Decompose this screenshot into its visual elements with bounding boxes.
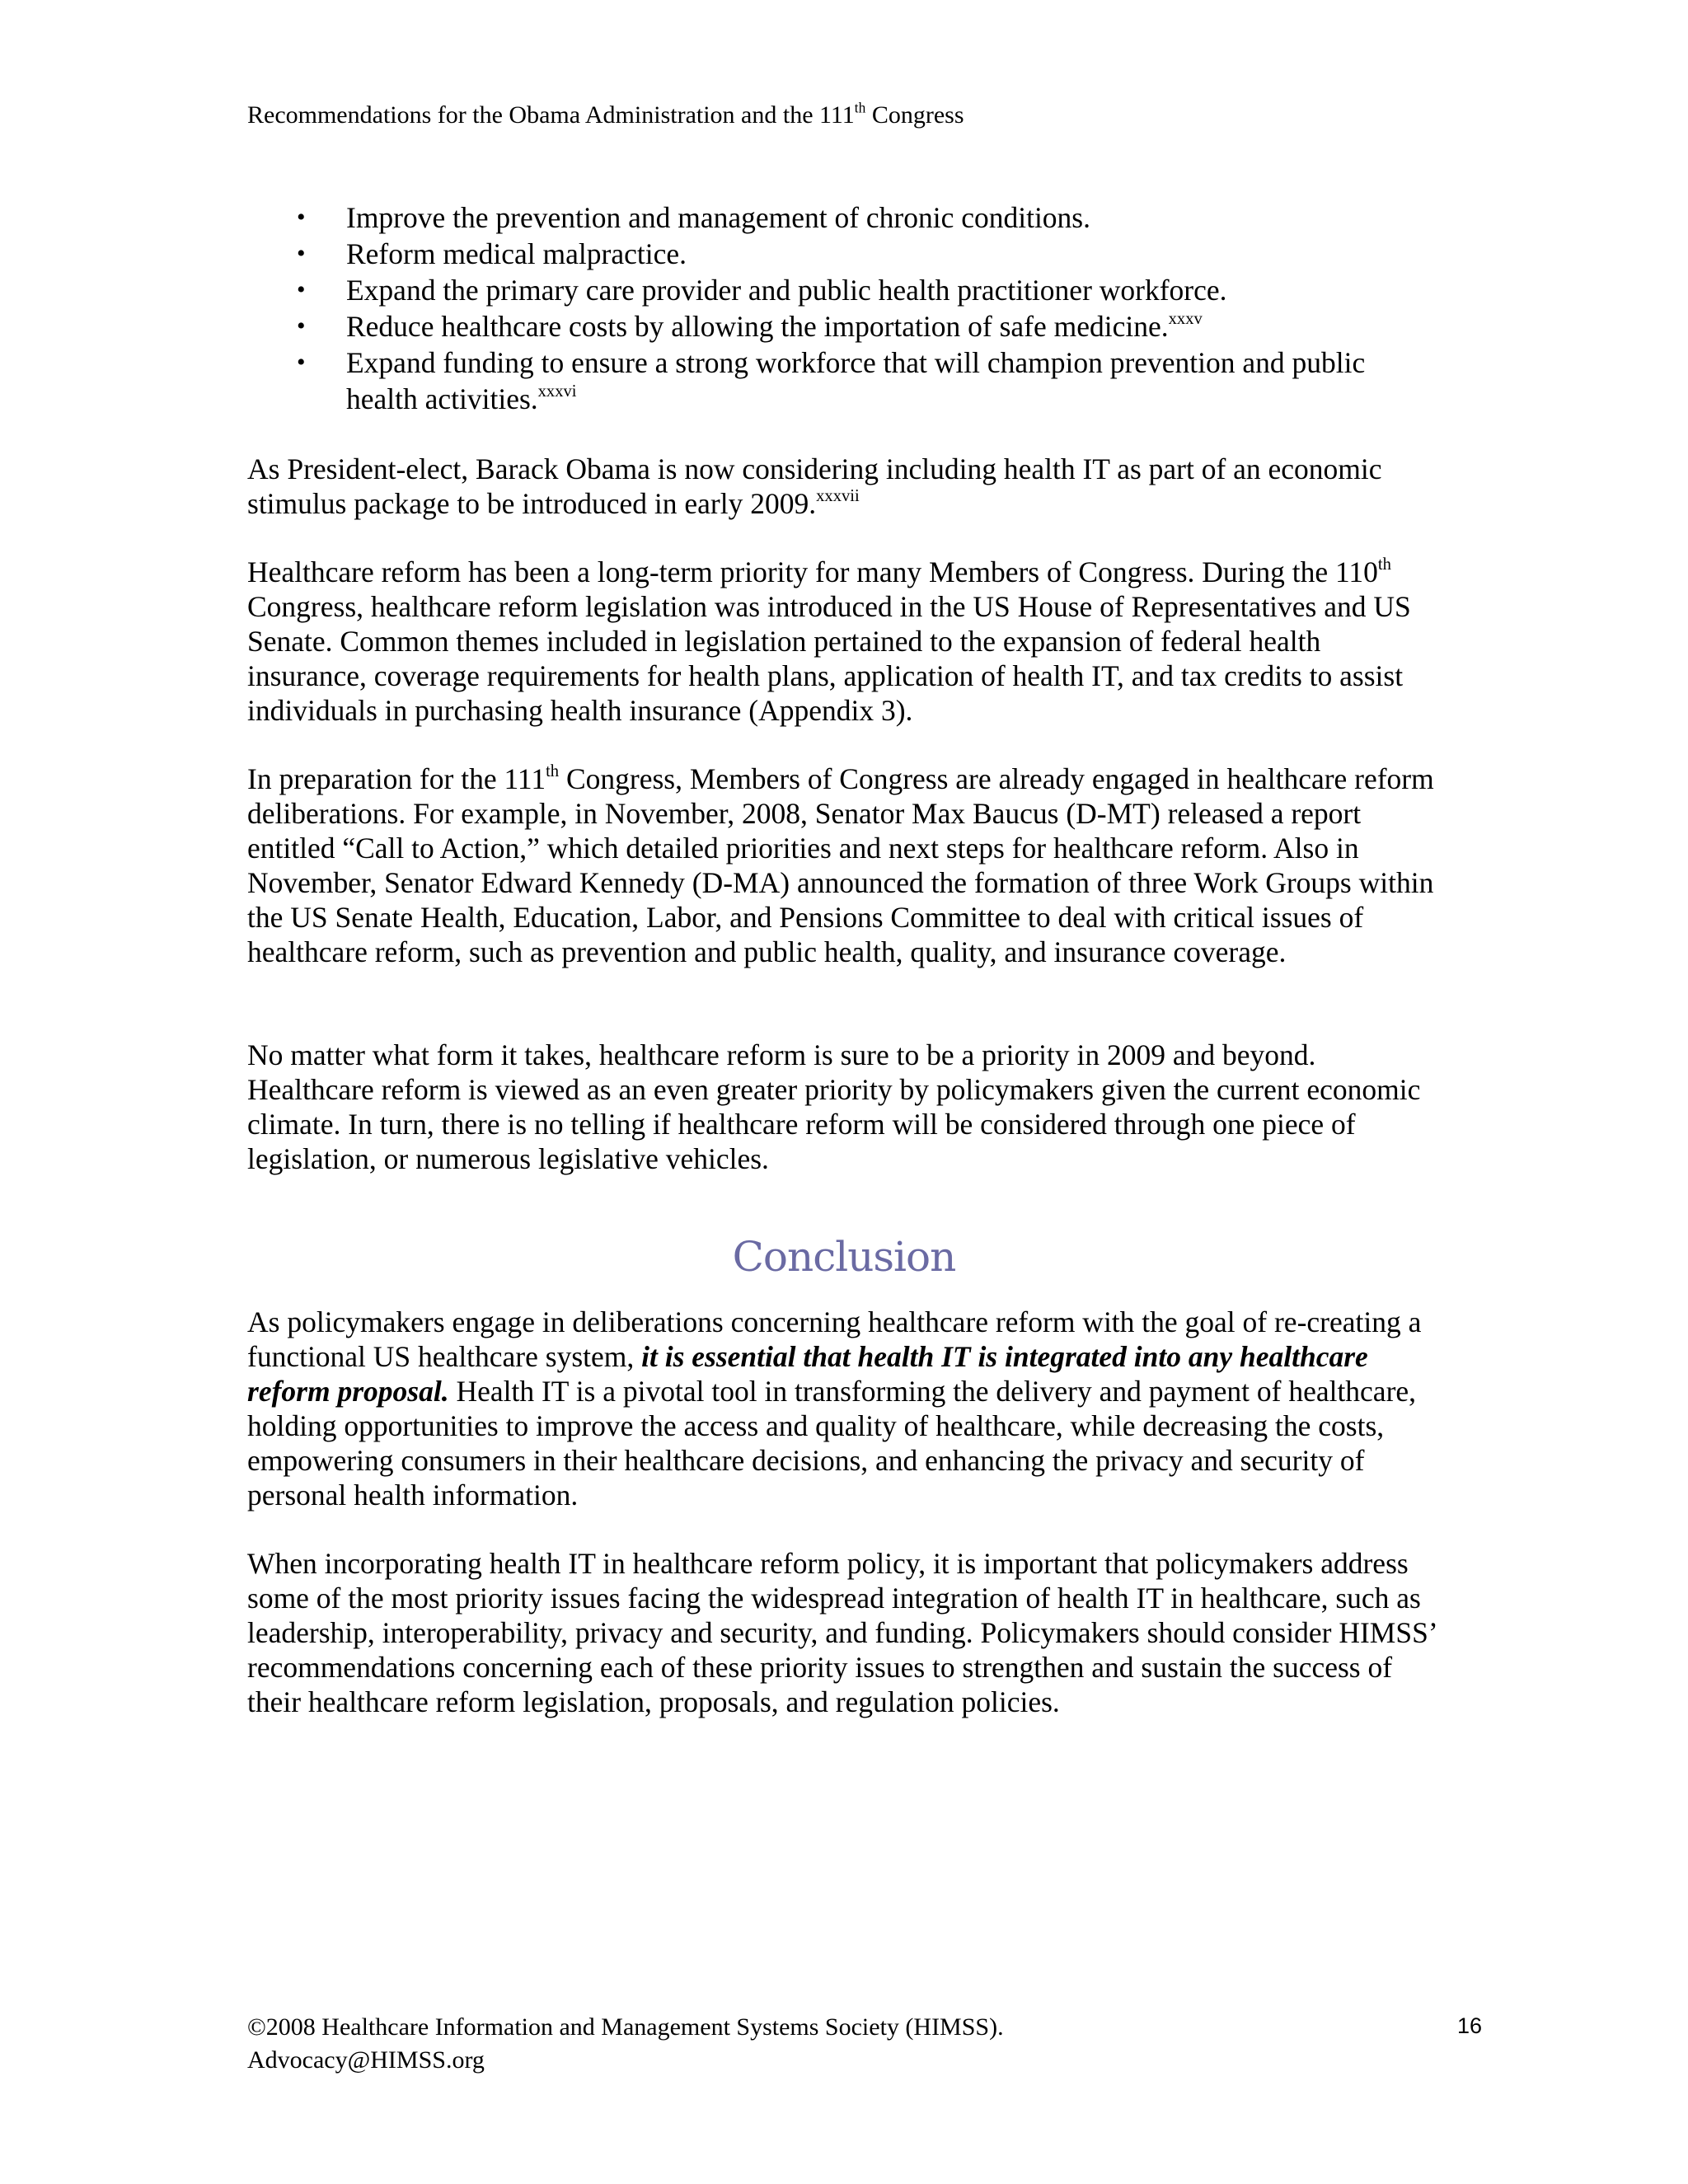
endnote-marker: xxxvii (816, 487, 860, 506)
paragraph-111th-congress (247, 762, 1442, 969)
paragraph-text: In preparation for the 111 (247, 762, 546, 795)
running-header (247, 99, 964, 132)
list-item (247, 199, 1442, 236)
paragraph-priority-2009 (247, 1038, 1442, 1176)
list-item-text: Reform medical malpractice. (346, 237, 687, 270)
endnote-marker: xxxvi (537, 382, 577, 401)
list-item-text: Expand funding to ensure a strong workforce that will champion prevention and public health activities. (346, 346, 1366, 415)
paragraph-congress-priority (247, 555, 1442, 728)
conclusion-heading: Conclusion (732, 1233, 956, 1281)
list-item (247, 308, 1442, 344)
paragraph-text: As President-elect, Barack Obama is now considering including health IT as part of an economic stimulus package to be introduced in early 2009. (247, 452, 1382, 520)
contact-email: Advocacy@HIMSS.org (247, 2046, 485, 2074)
bullet-icon: • (297, 240, 306, 267)
bullet-icon: • (297, 349, 306, 376)
list-item (247, 236, 1442, 272)
emphasized-statement: it is essential that health IT is integrated into any healthcare reform proposal. (247, 1340, 1368, 1408)
paragraph-text: When incorporating health IT in healthcare reform policy, it is important that policymakers address some of the most priority issues facing the widespread integration of health IT in healthcare, such as leadership, interoperability, privacy and security, and funding. Policymakers should consider HIMSS’ recommendations concerning each of these priority issues to strengthen and sustain the success of their healthcare reform legislation, proposals, and regulation policies. (247, 1547, 1437, 1718)
ordinal-superscript: th (546, 762, 560, 781)
copyright-text: ©2008 Healthcare Information and Management Systems Society (HIMSS). (247, 2013, 1004, 2041)
bullet-icon: • (297, 204, 306, 231)
paragraph-text: No matter what form it takes, healthcare reform is sure to be a priority in 2009 and beyond. Healthcare reform is viewed as an even greater priority by policymakers given the current economic climate. In turn, there is no telling if healthcare reform will be considered through one piece of legislation, or numerous legislative vehicles. (247, 1038, 1421, 1175)
paragraph-text: As policymakers engage in deliberations concerning healthcare reform with the goal of re-creating a functional US healthcare system, (247, 1305, 1422, 1373)
paragraph-text-continued: Congress, Members of Congress are already engaged in healthcare reform deliberations. For example, in November, 2008, Senator Max Baucus (D-MT) released a report entitled “Call to Action,” which detailed priorities and next steps for healthcare reform. Also in November, Senator Edward Kennedy (D-MA) announced the formation of three Work Groups within the US Senate Health, Education, Labor, and Pensions Committee to deal with critical issues of healthcare reform, such as prevention and public health, quality, and insurance coverage. (247, 762, 1434, 968)
bullet-icon: • (297, 276, 306, 303)
running-header-text-end: Congress (865, 101, 964, 129)
running-header-text: Recommendations for the Obama Administration and the 111 (247, 101, 855, 129)
list-item (247, 344, 1442, 417)
list-item-text: Improve the prevention and management of chronic conditions. (346, 201, 1090, 234)
conclusion-paragraph-1 (247, 1305, 1442, 1512)
page-number: 16 (1457, 2013, 1483, 2038)
running-header-superscript: th (854, 99, 866, 116)
list-item-text: Reduce healthcare costs by allowing the importation of safe medicine. (346, 310, 1169, 343)
list-item-text: Expand the primary care provider and public health practitioner workforce. (346, 274, 1227, 307)
ordinal-superscript: th (1377, 555, 1391, 574)
recommendation-list (247, 199, 1442, 417)
list-item (247, 272, 1442, 308)
paragraph-text: Healthcare reform has been a long-term priority for many Members of Congress. During the 110 (247, 555, 1378, 588)
bullet-icon: • (297, 312, 306, 340)
paragraph-text-continued: Congress, healthcare reform legislation was introduced in the US House of Representatives and US Senate. Common themes included in legislation pertained to the expansion of federal health insurance, coverage requirements for health plans, application of health IT, and tax credits to assist individuals in purchasing health insurance (Appendix 3). (247, 590, 1411, 727)
paragraph-stimulus (247, 452, 1442, 521)
paragraph-text-continued: Health IT is a pivotal tool in transforming the delivery and payment of healthcare, holding opportunities to improve the access and quality of healthcare, while decreasing the costs, empowering consumers in their healthcare decisions, and enhancing the privacy and security of personal health information. (247, 1375, 1417, 1511)
endnote-marker: xxxv (1168, 310, 1203, 329)
conclusion-paragraph-2 (247, 1546, 1442, 1719)
page-footer (247, 2011, 1004, 2077)
